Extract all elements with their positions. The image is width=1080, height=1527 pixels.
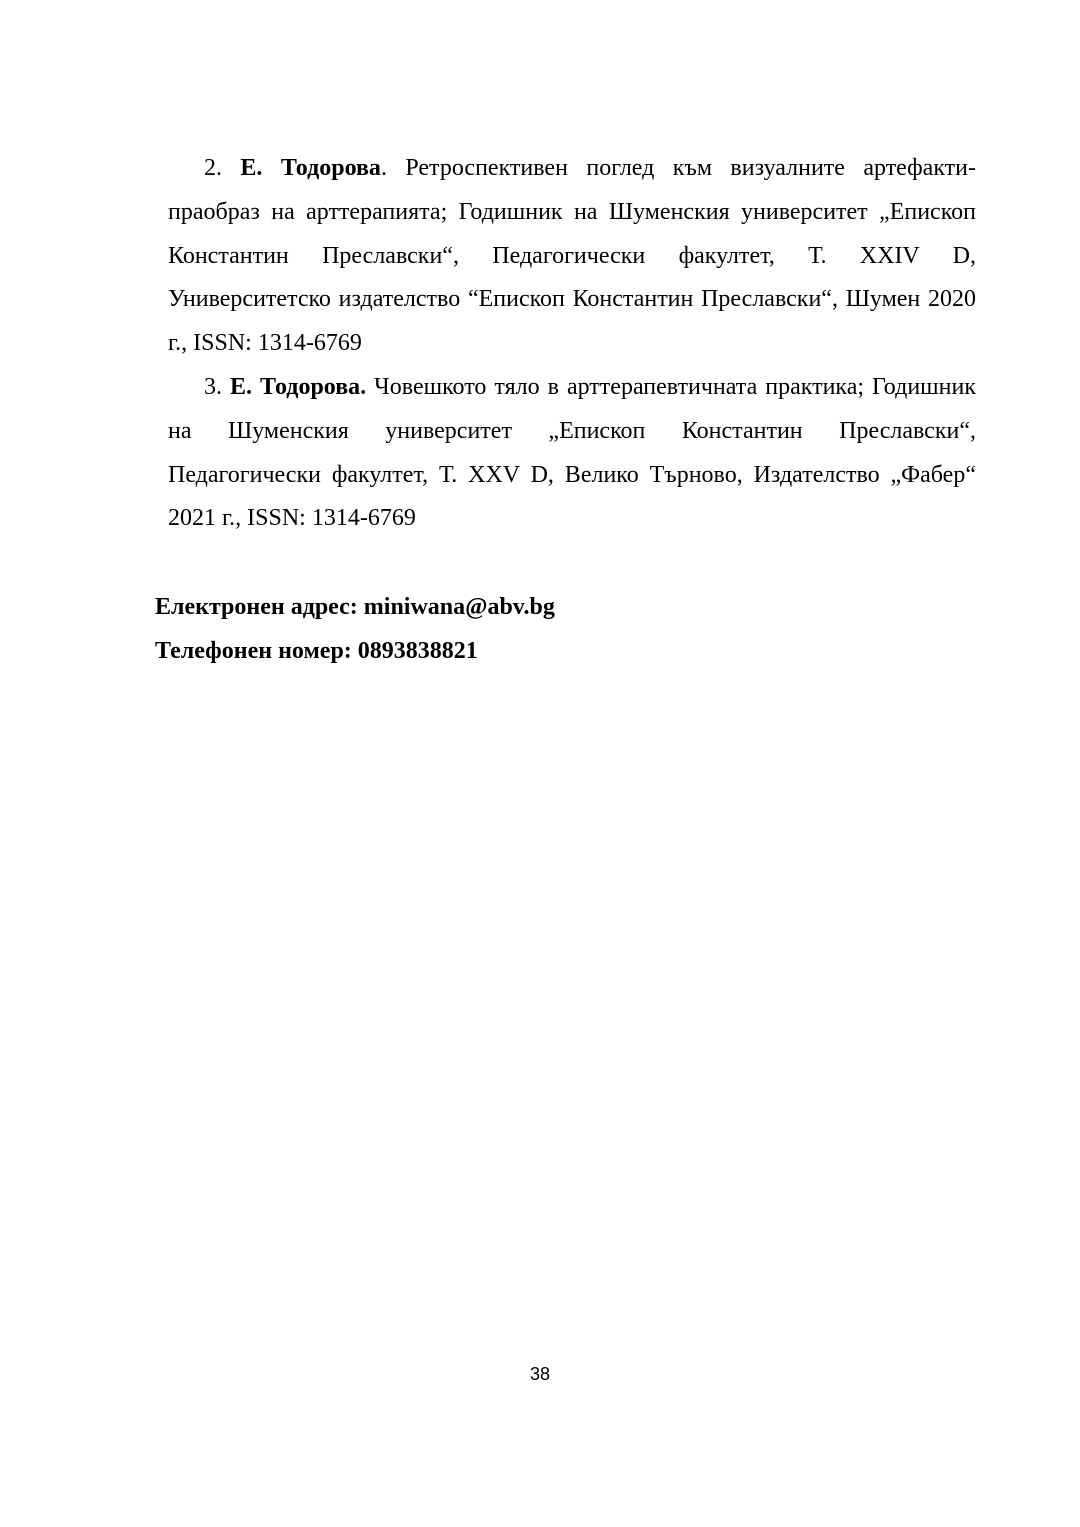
phone-value: 0893838821	[357, 638, 478, 664]
email-label: Електронен адрес:	[155, 594, 364, 620]
reference-author: Е. Тодорова	[240, 155, 381, 181]
reference-text: . Ретроспективен поглед към визуалните артефакти-праобраз на арттерапията; Годишник на Шуменския университет „Епископ Константин Преславски“, Педагогически факултет, Т. XXIV D, Университетско издателство “Епископ Константин Преславски“, Шумен 2020 г., ISSN: 1314-6769	[168, 155, 976, 357]
page-number: 38	[529, 1364, 551, 1384]
phone-label: Телефонен номер:	[155, 638, 358, 664]
reference-number: 3.	[204, 374, 222, 400]
email-value: miniwana@abv.bg	[363, 594, 555, 620]
contact-phone	[155, 636, 478, 666]
reference-number: 2.	[204, 155, 222, 181]
contact-email	[155, 592, 555, 622]
reference-item	[168, 366, 976, 541]
reference-item	[168, 147, 976, 366]
reference-text: Човешкото тяло в арттерапевтичната практика; Годишник на Шуменския университет „Епископ Константин Преславски“, Педагогически факултет, Т. XXV D, Велико Търново, Издателство „Фабер“ 2021 г., ISSN: 1314-6769	[168, 374, 976, 532]
reference-author: Е. Тодорова.	[230, 374, 367, 400]
